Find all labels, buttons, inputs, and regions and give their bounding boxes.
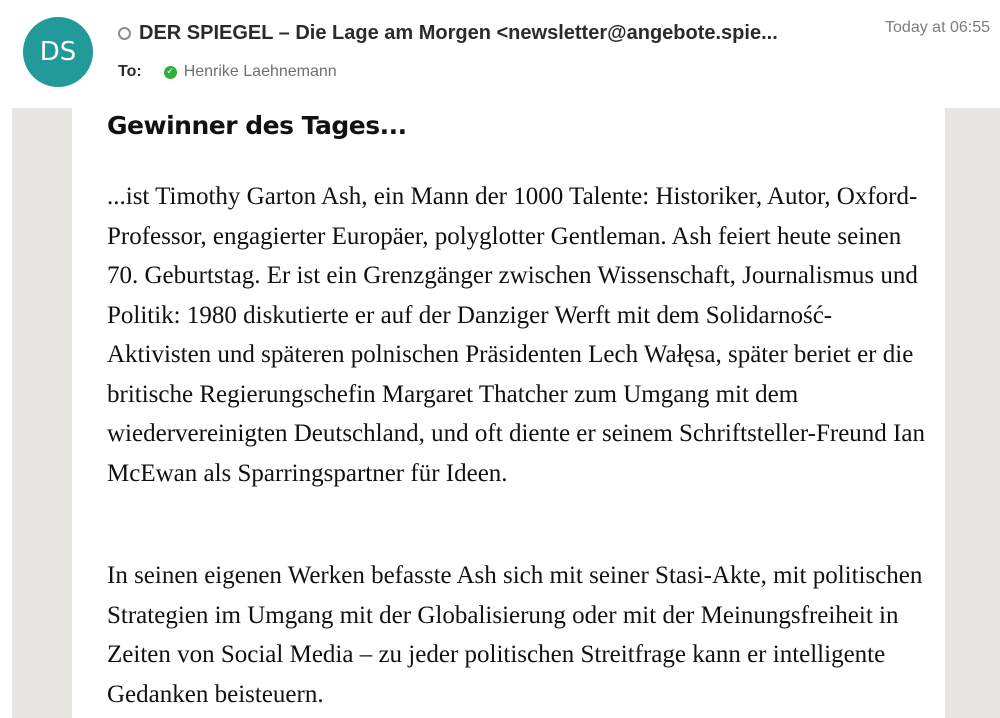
right-gutter bbox=[945, 108, 1000, 718]
unread-ring-icon bbox=[118, 27, 131, 40]
paragraph: In seinen eigenen Werken befasste Ash sich mit seiner Stasi-Akte, mit politischen Strategien im Umgang mit der Globalisierung oder mit der Meinungsfreiheit in Zeiten von Social Media – zu jeder politischen Streitfrage kann er intelligente Gedanken beisteuern. bbox=[107, 562, 923, 708]
section-title: Gewinner des Tages... bbox=[107, 111, 407, 140]
recipient-row bbox=[118, 63, 337, 81]
paragraph: ...ist Timothy Garton Ash, ein Mann der 1000 Talente: Historiker, Autor, Oxford-Professor, engagierter Europäer, polyglotter Gentleman. Ash feiert heute seinen 70. Geburtstag. Er ist ein Grenzgänger zwischen Wissenschaft, Journalismus und Politik: 1980 diskutierte er auf der Danziger Werft mit dem Solidarność-Aktivisten und späteren polnischen Präsidenten Lech Wałęsa, später beriet er die britische Regierungschefin Margaret Thatcher zum Umgang mit dem wiedervereinigten Deutschland, und oft diente er seinem Schriftsteller-Freund Ian McEwan als Sparringspartner für Ideen. bbox=[107, 183, 925, 487]
mail-header bbox=[0, 0, 1000, 108]
sender-row bbox=[118, 22, 838, 45]
sender-avatar[interactable]: DS bbox=[23, 17, 93, 87]
verified-check-icon: ✓ bbox=[164, 66, 177, 79]
to-label: To: bbox=[118, 63, 142, 80]
message-timestamp: Today at 06:55 bbox=[885, 19, 990, 36]
left-gutter bbox=[12, 108, 72, 718]
message-body bbox=[0, 108, 1000, 718]
sender-name[interactable]: DER SPIEGEL – Die Lage am Morgen <newsletter@angebote.spie... bbox=[139, 22, 778, 44]
recipient-name[interactable]: Henrike Laehnemann bbox=[183, 63, 337, 80]
